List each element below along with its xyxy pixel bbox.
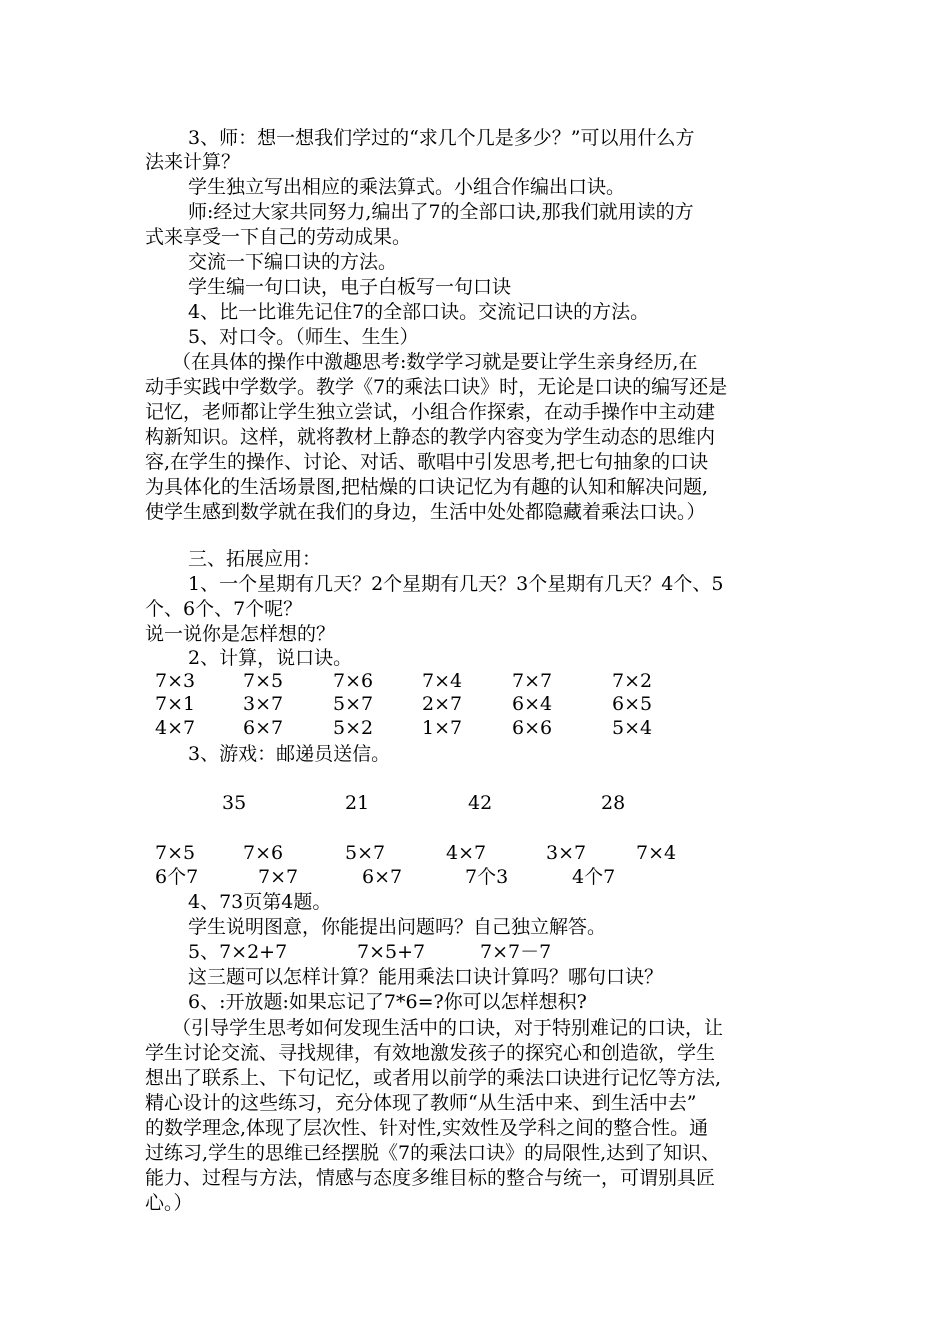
commentary-line: 精心设计的这些练习，充分体现了教师“从生活中来、到生活中去” bbox=[145, 1092, 697, 1114]
commentary-line: 学生讨论交流、寻找规律，有效地激发孩子的探究心和创造欲，学生 bbox=[145, 1042, 716, 1064]
commentary-line: 想出了联系上、下句记忆，或者用以前学的乘法口诀进行记忆等方法, bbox=[145, 1067, 722, 1089]
commentary-line: 动手实践中学数学。教学《7的乘法口诀》时，无论是口诀的编写还是 bbox=[145, 376, 728, 398]
text-line: 说一说你是怎样想的？ bbox=[145, 623, 336, 645]
text-line: 交流一下编口诀的方法。 bbox=[188, 251, 398, 273]
commentary-line: 的数学理念,体现了层次性、针对性,实效性及学科之间的整合性。通 bbox=[145, 1117, 709, 1139]
text-line: 法来计算？ bbox=[145, 151, 241, 173]
text-line: 5、对口令。（师生、生生） bbox=[188, 326, 419, 348]
game-letter: 5×7 bbox=[345, 842, 386, 864]
commentary-line: 为具体化的生活场景图,把枯燥的口诀记忆为有趣的认知和解决问题, bbox=[145, 476, 709, 498]
text-line: 2、计算，说口诀。 bbox=[188, 647, 353, 669]
text-line: 学生独立写出相应的乘法算式。小组合作编出口诀。 bbox=[188, 176, 626, 198]
text-line: 个、6个、7个呢？ bbox=[145, 598, 303, 620]
expression: 7×7－7 bbox=[480, 941, 552, 963]
game-letter: 4个7 bbox=[572, 866, 616, 888]
calc-cell: 7×3 bbox=[155, 670, 196, 692]
text-line: 4、73页第4题。 bbox=[188, 891, 332, 913]
calc-cell: 5×2 bbox=[333, 717, 374, 739]
calc-cell: 6×5 bbox=[612, 693, 653, 715]
text-line: 学生编一句口诀，电子白板写一句口诀 bbox=[188, 276, 512, 298]
calc-cell: 7×5 bbox=[243, 670, 284, 692]
text-line: 1、一个星期有几天？2个星期有几天？3个星期有几天？4个、5 bbox=[188, 573, 724, 595]
text-line: 3、游戏：邮递员送信。 bbox=[188, 743, 391, 765]
game-letter: 6×7 bbox=[362, 866, 403, 888]
text-line: 这三题可以怎样计算？能用乘法口诀计算吗？哪句口诀？ bbox=[188, 966, 664, 988]
commentary-line: 过练习,学生的思维已经摆脱《7的乘法口诀》的局限性,达到了知识、 bbox=[145, 1142, 721, 1164]
text-line: 4、比一比谁先记住7的全部口诀。交流记口诀的方法。 bbox=[188, 301, 650, 323]
calc-cell: 2×7 bbox=[422, 693, 463, 715]
commentary-line: 能力、过程与方法，情感与态度多维目标的整合与统一，可谓别具匠 bbox=[145, 1167, 716, 1189]
expression: 7×5+7 bbox=[357, 941, 426, 963]
commentary-line: 使学生感到数学就在我们的身边，生活中处处都隐藏着乘法口诀。） bbox=[145, 501, 706, 523]
calc-cell: 7×7 bbox=[512, 670, 553, 692]
calc-cell: 7×6 bbox=[333, 670, 374, 692]
game-number: 21 bbox=[345, 792, 370, 814]
commentary-line: 容,在学生的操作、讨论、对话、歌唱中引发思考,把七句抽象的口诀 bbox=[145, 451, 709, 473]
game-letter: 7×7 bbox=[258, 866, 299, 888]
game-letter: 7×4 bbox=[636, 842, 677, 864]
game-number: 28 bbox=[601, 792, 626, 814]
game-letter: 7个3 bbox=[465, 866, 509, 888]
game-letter: 7×6 bbox=[243, 842, 284, 864]
calc-cell: 1×7 bbox=[422, 717, 463, 739]
calc-cell: 7×4 bbox=[422, 670, 463, 692]
calc-cell: 7×2 bbox=[612, 670, 653, 692]
text-line: 3、师：想一想我们学过的“求几个几是多少？”可以用什么方 bbox=[188, 127, 695, 149]
commentary-line: （引导学生思考如何发现生活中的口诀，对于特别难记的口诀，让 bbox=[172, 1017, 724, 1039]
calc-cell: 7×1 bbox=[155, 693, 196, 715]
text-line: 师:经过大家共同努力,编出了7的全部口诀,那我们就用读的方 bbox=[188, 201, 694, 223]
calc-cell: 4×7 bbox=[155, 717, 196, 739]
text-line: 6、:开放题:如果忘记了7*6=?你可以怎样想积? bbox=[188, 991, 587, 1013]
commentary-line: （在具体的操作中激趣思考:数学学习就是要让学生亲身经历,在 bbox=[172, 351, 698, 373]
calc-cell: 6×7 bbox=[243, 717, 284, 739]
text-line: 式来享受一下自己的劳动成果。 bbox=[145, 226, 412, 248]
text-line: 学生说明图意，你能提出问题吗？自己独立解答。 bbox=[188, 916, 607, 938]
calc-cell: 3×7 bbox=[243, 693, 284, 715]
game-number: 42 bbox=[468, 792, 493, 814]
game-number: 35 bbox=[222, 792, 247, 814]
calc-cell: 5×4 bbox=[612, 717, 653, 739]
calc-cell: 6×6 bbox=[512, 717, 553, 739]
commentary-line: 记忆，老师都让学生独立尝试，小组合作探索，在动手操作中主动建 bbox=[145, 401, 716, 423]
game-letter: 7×5 bbox=[155, 842, 196, 864]
commentary-line: 构新知识。这样，就将教材上静态的教学内容变为学生动态的思维内 bbox=[145, 426, 716, 448]
game-letter: 6个7 bbox=[155, 866, 199, 888]
expression: 5、7×2+7 bbox=[188, 941, 288, 963]
calc-cell: 6×4 bbox=[512, 693, 553, 715]
game-letter: 3×7 bbox=[546, 842, 587, 864]
game-letter: 4×7 bbox=[446, 842, 487, 864]
commentary-line: 心。） bbox=[145, 1192, 193, 1214]
calc-cell: 5×7 bbox=[333, 693, 374, 715]
section-heading: 三、拓展应用： bbox=[188, 548, 322, 570]
